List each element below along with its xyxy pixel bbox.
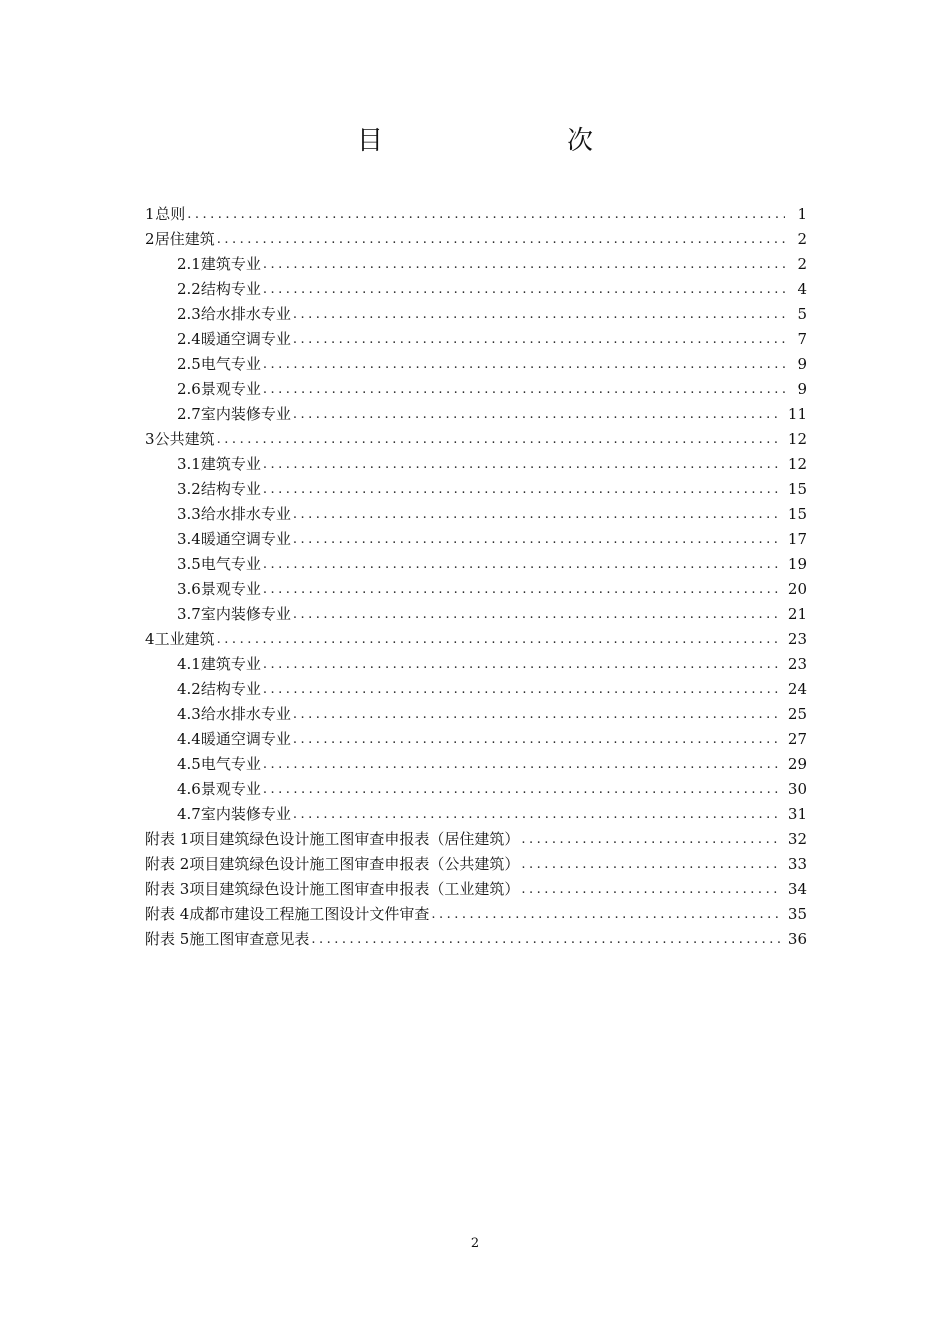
toc-entry-page: 24 xyxy=(787,680,807,698)
toc-entry-number: 3.1 xyxy=(177,455,201,473)
toc-entry-page: 23 xyxy=(787,630,807,648)
toc-entry-title: 总则 xyxy=(155,205,186,223)
toc-leader-dots xyxy=(293,527,782,552)
toc-entry-title: 给水排水专业 xyxy=(200,305,291,323)
toc-entry-page: 23 xyxy=(787,655,807,673)
toc-entry[interactable] xyxy=(145,702,807,727)
toc-leader-dots xyxy=(263,652,782,677)
toc-leader-dots xyxy=(293,327,785,352)
toc-entry[interactable] xyxy=(145,877,807,902)
toc-entry-title: 电气专业 xyxy=(200,555,261,573)
toc-leader-dots xyxy=(217,627,782,652)
toc-entry-page: 25 xyxy=(787,705,807,723)
toc-leader-dots xyxy=(263,752,782,777)
toc-entry-title: 暖通空调专业 xyxy=(200,530,291,548)
toc-entry-title: 给水排水专业 xyxy=(200,505,291,523)
toc-entry[interactable] xyxy=(145,727,807,752)
toc-leader-dots xyxy=(521,877,782,902)
toc-leader-dots xyxy=(263,552,782,577)
toc-entry[interactable] xyxy=(145,502,807,527)
toc-entry-page: 19 xyxy=(787,555,807,573)
toc-entry-number: 4 xyxy=(145,630,155,648)
toc-entry[interactable] xyxy=(145,752,807,777)
toc-entry-page: 5 xyxy=(797,305,807,323)
toc-entry-title: 项目建筑绿色设计施工图审查申报表（居住建筑） xyxy=(189,830,520,848)
page-number: 2 xyxy=(470,1236,480,1251)
toc-entry[interactable] xyxy=(145,652,807,677)
toc-entry-title: 结构专业 xyxy=(200,480,261,498)
toc-entry[interactable] xyxy=(145,777,807,802)
toc-entry[interactable] xyxy=(145,852,807,877)
toc-entry-number: 3.3 xyxy=(177,505,201,523)
toc-entry[interactable] xyxy=(145,602,807,627)
toc-entry[interactable] xyxy=(145,677,807,702)
toc-entry-number: 附表 3 xyxy=(145,880,190,898)
toc-entry-number: 2 xyxy=(145,230,155,248)
toc-entry[interactable] xyxy=(145,627,807,652)
toc-entry-number: 4.2 xyxy=(177,680,201,698)
toc-leader-dots xyxy=(263,677,782,702)
table-of-contents xyxy=(145,202,807,952)
toc-entry-title: 项目建筑绿色设计施工图审查申报表（工业建筑） xyxy=(189,880,520,898)
toc-leader-dots xyxy=(263,777,782,802)
toc-leader-dots xyxy=(293,302,785,327)
toc-entry-number: 2.7 xyxy=(177,405,201,423)
toc-entry[interactable] xyxy=(145,327,807,352)
toc-entry-title: 结构专业 xyxy=(200,680,261,698)
toc-entry-page: 9 xyxy=(797,380,807,398)
toc-entry-page: 12 xyxy=(787,455,807,473)
toc-entry[interactable] xyxy=(145,802,807,827)
toc-entry-number: 2.5 xyxy=(177,355,201,373)
toc-entry[interactable] xyxy=(145,552,807,577)
toc-leader-dots xyxy=(521,827,782,852)
toc-entry-number: 4.6 xyxy=(177,780,201,798)
toc-entry-page: 29 xyxy=(787,755,807,773)
toc-entry-title: 电气专业 xyxy=(200,355,261,373)
toc-entry[interactable] xyxy=(145,477,807,502)
toc-entry-page: 2 xyxy=(797,255,807,273)
toc-leader-dots xyxy=(431,902,782,927)
toc-entry-page: 35 xyxy=(787,905,807,923)
toc-entry-title: 居住建筑 xyxy=(154,230,215,248)
toc-entry-page: 21 xyxy=(787,605,807,623)
toc-entry-title: 室内装修专业 xyxy=(200,605,291,623)
toc-leader-dots xyxy=(311,927,782,952)
toc-leader-dots xyxy=(263,252,785,277)
toc-entry-page: 32 xyxy=(787,830,807,848)
toc-entry-title: 成都市建设工程施工图设计文件审查 xyxy=(189,905,430,923)
toc-leader-dots xyxy=(263,452,782,477)
toc-entry-title: 暖通空调专业 xyxy=(200,730,291,748)
toc-entry[interactable] xyxy=(145,452,807,477)
toc-entry[interactable] xyxy=(145,252,807,277)
toc-entry-page: 34 xyxy=(787,880,807,898)
toc-entry-page: 1 xyxy=(797,205,807,223)
toc-entry-title: 暖通空调专业 xyxy=(200,330,291,348)
toc-entry-number: 3.7 xyxy=(177,605,201,623)
toc-entry[interactable] xyxy=(145,927,807,952)
toc-leader-dots xyxy=(293,802,782,827)
toc-entry[interactable] xyxy=(145,377,807,402)
toc-entry[interactable] xyxy=(145,827,807,852)
toc-entry-title: 景观专业 xyxy=(200,580,261,598)
toc-entry-number: 3.2 xyxy=(177,480,201,498)
toc-entry-number: 附表 4 xyxy=(145,905,190,923)
toc-entry-number: 3 xyxy=(145,430,155,448)
toc-entry-number: 2.2 xyxy=(177,280,201,298)
toc-entry-title: 工业建筑 xyxy=(154,630,215,648)
toc-entry-title: 公共建筑 xyxy=(154,430,215,448)
toc-entry[interactable] xyxy=(145,902,807,927)
toc-entry-number: 4.7 xyxy=(177,805,201,823)
toc-leader-dots xyxy=(293,702,782,727)
toc-entry-title: 建筑专业 xyxy=(200,655,261,673)
toc-entry-number: 3.4 xyxy=(177,530,201,548)
toc-entry-page: 7 xyxy=(797,330,807,348)
toc-entry-title: 景观专业 xyxy=(200,380,261,398)
toc-entry-number: 附表 1 xyxy=(145,830,190,848)
toc-leader-dots xyxy=(263,277,785,302)
toc-entry-page: 36 xyxy=(787,930,807,948)
toc-entry-number: 3.5 xyxy=(177,555,201,573)
toc-entry[interactable] xyxy=(145,577,807,602)
toc-entry-title: 建筑专业 xyxy=(200,255,261,273)
toc-entry[interactable] xyxy=(145,527,807,552)
toc-leader-dots xyxy=(293,727,782,752)
toc-entry-title: 给水排水专业 xyxy=(200,705,291,723)
toc-entry-title: 电气专业 xyxy=(200,755,261,773)
toc-leader-dots xyxy=(521,852,782,877)
toc-entry-title: 建筑专业 xyxy=(200,455,261,473)
toc-entry-page: 15 xyxy=(787,480,807,498)
toc-entry-number: 4.1 xyxy=(177,655,201,673)
toc-entry-page: 31 xyxy=(787,805,807,823)
toc-leader-dots xyxy=(293,502,782,527)
toc-entry-number: 2.4 xyxy=(177,330,201,348)
toc-leader-dots xyxy=(263,377,785,402)
toc-entry-title: 施工图审查意见表 xyxy=(189,930,310,948)
toc-entry-number: 1 xyxy=(145,205,155,223)
toc-entry-title: 项目建筑绿色设计施工图审查申报表（公共建筑） xyxy=(189,855,520,873)
toc-leader-dots xyxy=(263,477,782,502)
toc-entry-title: 室内装修专业 xyxy=(200,405,291,423)
toc-entry-page: 11 xyxy=(787,405,807,423)
toc-entry-number: 4.5 xyxy=(177,755,201,773)
toc-entry-page: 9 xyxy=(797,355,807,373)
toc-entry[interactable] xyxy=(145,202,807,227)
toc-entry-page: 2 xyxy=(797,230,807,248)
toc-entry-number: 2.3 xyxy=(177,305,201,323)
toc-entry-page: 4 xyxy=(797,280,807,298)
toc-entry[interactable] xyxy=(145,277,807,302)
toc-leader-dots xyxy=(293,602,782,627)
toc-entry-number: 2.1 xyxy=(177,255,201,273)
toc-entry-number: 附表 5 xyxy=(145,930,190,948)
toc-entry-page: 12 xyxy=(787,430,807,448)
toc-leader-dots xyxy=(217,427,782,452)
toc-entry-page: 30 xyxy=(787,780,807,798)
toc-entry[interactable] xyxy=(145,402,807,427)
toc-entry-number: 3.6 xyxy=(177,580,201,598)
page-title: 目 次 xyxy=(356,126,637,156)
toc-entry-page: 20 xyxy=(787,580,807,598)
toc-entry[interactable] xyxy=(145,427,807,452)
toc-leader-dots xyxy=(187,202,785,227)
toc-entry-title: 景观专业 xyxy=(200,780,261,798)
toc-entry-page: 33 xyxy=(787,855,807,873)
toc-entry-page: 27 xyxy=(787,730,807,748)
toc-entry-number: 4.3 xyxy=(177,705,201,723)
toc-leader-dots xyxy=(293,402,782,427)
toc-leader-dots xyxy=(263,577,782,602)
toc-entry-page: 15 xyxy=(787,505,807,523)
toc-leader-dots xyxy=(217,227,785,252)
toc-entry[interactable] xyxy=(145,302,807,327)
toc-entry-number: 2.6 xyxy=(177,380,201,398)
toc-entry-title: 结构专业 xyxy=(200,280,261,298)
toc-entry[interactable] xyxy=(145,227,807,252)
toc-entry[interactable] xyxy=(145,352,807,377)
toc-entry-number: 附表 2 xyxy=(145,855,190,873)
toc-entry-title: 室内装修专业 xyxy=(200,805,291,823)
toc-entry-page: 17 xyxy=(787,530,807,548)
toc-leader-dots xyxy=(263,352,785,377)
toc-entry-number: 4.4 xyxy=(177,730,201,748)
